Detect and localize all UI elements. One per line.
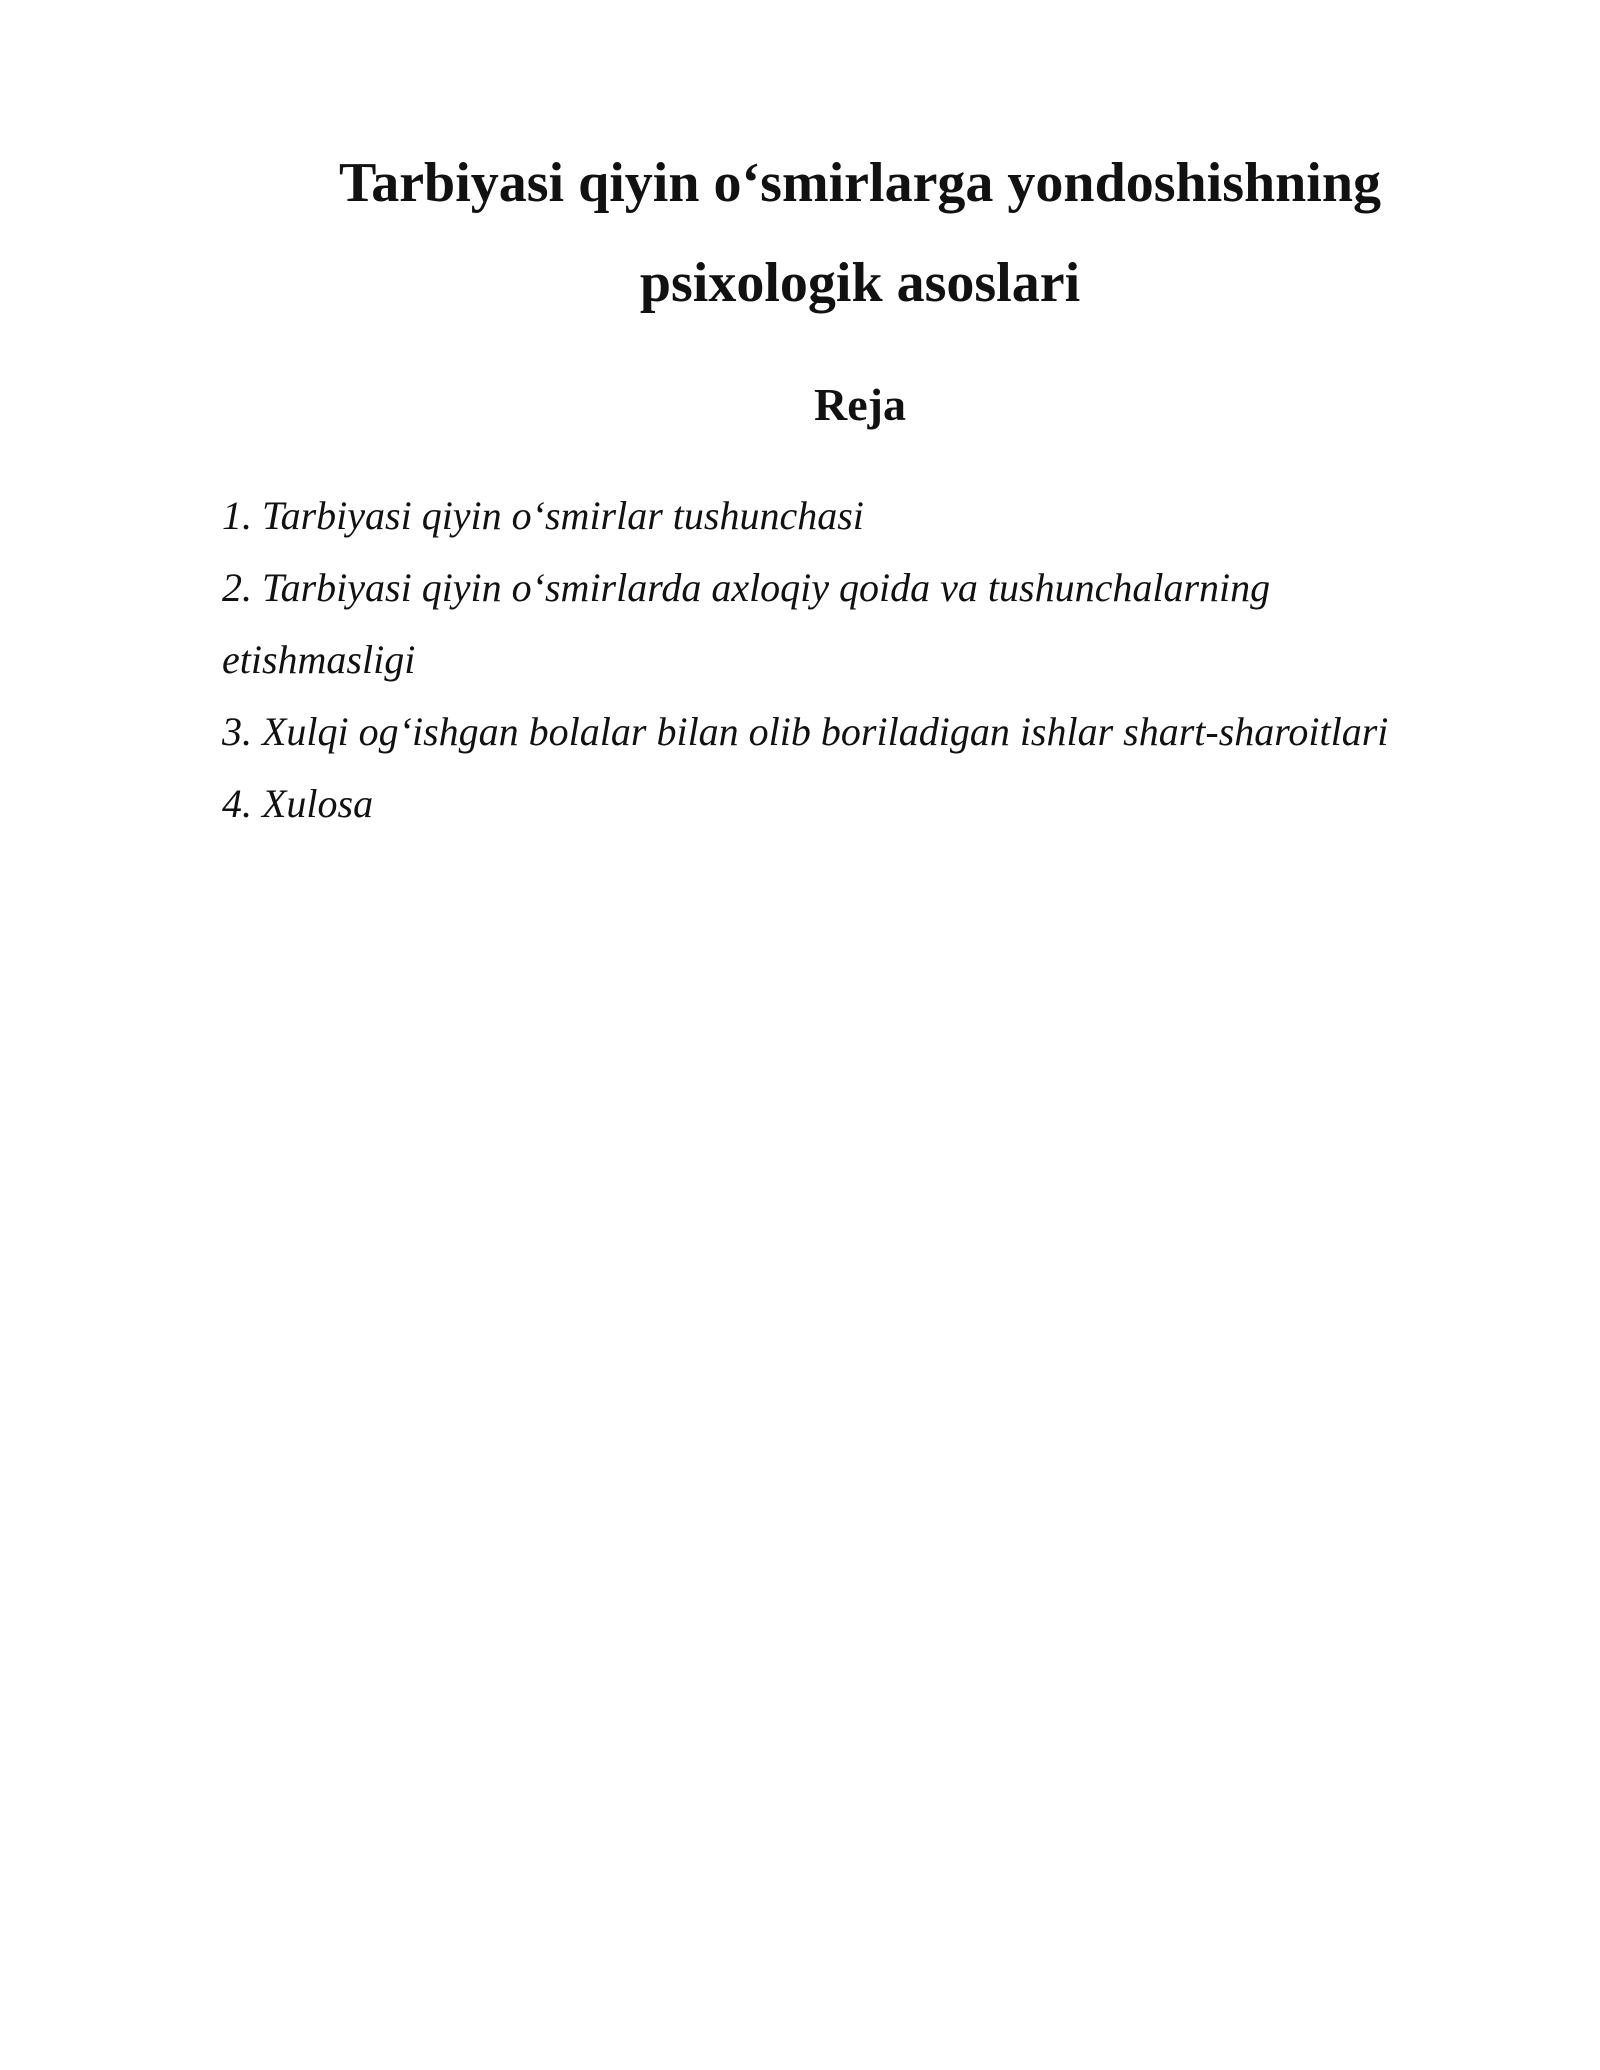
plan-item-4: 4. Xulosa [222, 781, 374, 826]
document-title-line-1: Tarbiyasi qiyin o‘smirlarga yondoshishning [338, 152, 1381, 214]
document-title-line-2: psixologik asoslari [639, 252, 1081, 314]
plan-item-2-continuation: etishmasligi [222, 637, 416, 682]
plan-item-1: 1. Tarbiyasi qiyin o‘smirlar tushunchasi [222, 493, 864, 538]
plan-item-2: 2. Tarbiyasi qiyin o‘smirlarda axloqiy qoida va tushunchalarning [222, 565, 1271, 610]
plan-item-3: 3. Xulqi og‘ishgan bolalar bilan olib boriladigan ishlar shart-sharoitlari [222, 709, 1389, 754]
plan-heading: Reja [814, 379, 906, 430]
plan-list [222, 480, 1522, 840]
